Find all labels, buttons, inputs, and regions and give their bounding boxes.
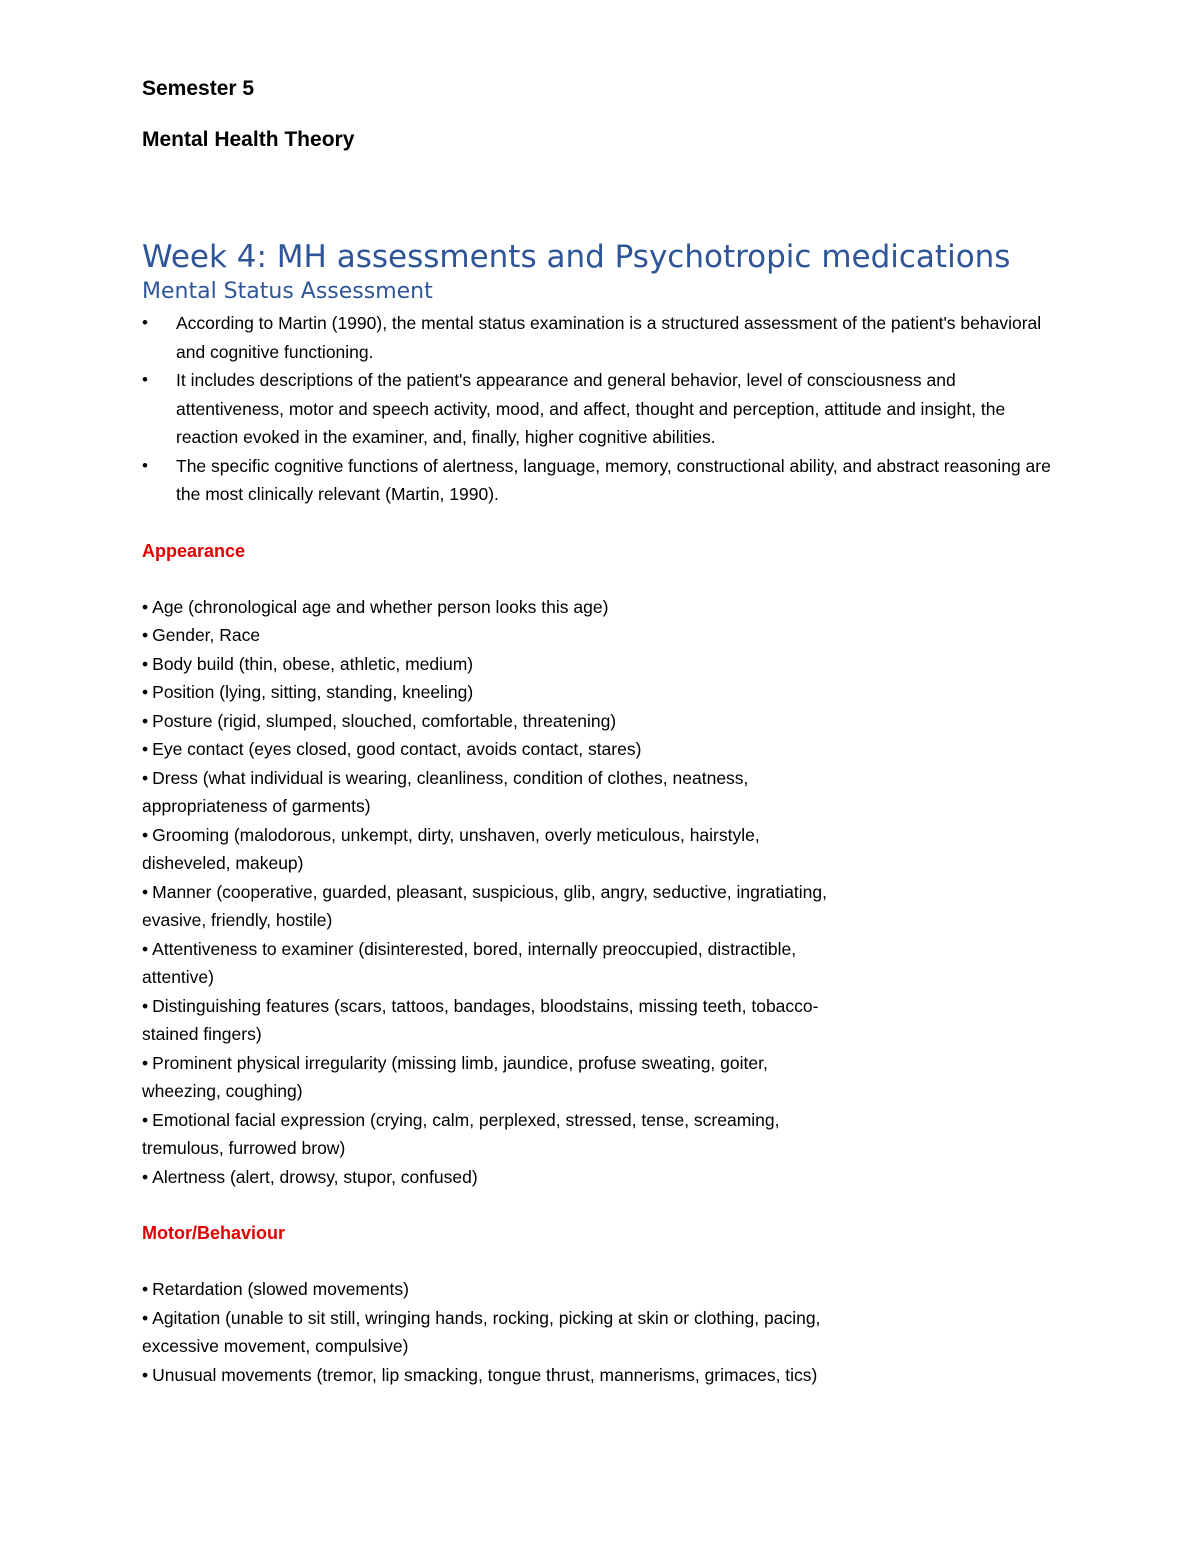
list-item-text: Eye contact (eyes closed, good contact, avoids contact, stares) [152,739,642,759]
list-item-text: Attentiveness to examiner (disinterested, bored, internally preoccupied, distractible, [152,938,797,959]
list-item-text: disheveled, makeup) [142,853,304,873]
list-item [142,621,1060,650]
list-item [142,1163,1060,1192]
list-item [142,678,1060,707]
list-item [142,821,1060,878]
list-item [142,1106,1060,1163]
bullet-dot-icon: • [142,596,149,617]
list-item-text: Gender, Race [152,625,261,645]
bullet-dot-icon: • [142,938,149,959]
list-item [142,1304,1060,1361]
list-item-text: wheezing, coughing) [142,1081,303,1101]
intro-bullet-text: According to Martin (1990), the mental status examination is a structured assessment of the patient's behavioral and cognitive functioning. [176,313,1042,362]
intro-bullet-item [142,309,1060,366]
list-item [142,735,1060,764]
bullet-dot-icon: • [142,1307,149,1328]
list-item-text: excessive movement, compulsive) [142,1336,409,1356]
list-item-text: Distinguishing features (scars, tattoos, bandages, bloodstains, missing teeth, tobacco- [152,995,819,1016]
section-title: Mental Status Assessment [142,279,433,304]
list-item-text: Agitation (unable to sit still, wringing hands, rocking, picking at skin or clothing, pacing, [152,1307,821,1328]
bullet-dot-icon: • [142,881,149,902]
list-item-text: attentive) [142,967,214,987]
bullet-dot-icon: • [142,370,148,389]
appearance-list [142,593,1060,1192]
list-item-text: Grooming (malodorous, unkempt, dirty, unshaven, overly meticulous, hairstyle, [152,824,760,845]
bullet-dot-icon: • [142,995,149,1016]
appearance-heading: Appearance [142,540,246,561]
list-item [142,593,1060,622]
list-item-text: Alertness (alert, drowsy, stupor, confused) [152,1166,478,1187]
list-item-text: Posture (rigid, slumped, slouched, comfortable, threatening) [152,710,617,731]
list-item-text: Position (lying, sitting, standing, kneeling) [152,682,474,702]
course-title: Mental Health Theory [142,128,355,151]
list-item [142,1049,1060,1106]
intro-bullet-item [142,366,1060,452]
bullet-dot-icon: • [142,455,148,475]
intro-bullet-text: The specific cognitive functions of alertness, language, memory, constructional ability, and abstract reasoning are the most clinically relevant (Martin, 1990). [176,455,1051,504]
list-item [142,1275,1060,1304]
bullet-dot-icon: • [142,653,149,674]
bullet-dot-icon: • [142,824,149,845]
list-item-text: Unusual movements (tremor, lip smacking, tongue thrust, mannerisms, grimaces, tics) [152,1364,818,1385]
intro-bullet-text: It includes descriptions of the patient's appearance and general behavior, level of consciousness and attentiveness, motor and speech activity, mood, and affect, thought and perception, attitude and insight, the reaction evoked in the examiner, and, finally, higher cognitive abilities. [176,370,1006,447]
list-item-text: tremulous, furrowed brow) [142,1138,346,1158]
bullet-dot-icon: • [142,1279,149,1299]
bullet-dot-icon: • [142,1364,149,1385]
list-item-text: Emotional facial expression (crying, calm, perplexed, stressed, tense, screaming, [152,1109,780,1130]
bullet-dot-icon: • [142,767,149,788]
list-item [142,1361,1060,1390]
list-item-text: Age (chronological age and whether person looks this age) [152,596,609,617]
list-item [142,992,1060,1049]
bullet-dot-icon: • [142,739,149,759]
list-item-text: evasive, friendly, hostile) [142,910,333,930]
semester-label: Semester 5 [142,77,255,100]
list-item-text: Manner (cooperative, guarded, pleasant, suspicious, glib, angry, seductive, ingratiating, [152,881,827,902]
bullet-dot-icon: • [142,682,149,702]
bullet-dot-icon: • [142,1052,149,1073]
bullet-dot-icon: • [142,1166,149,1187]
list-item [142,650,1060,679]
list-item-text: stained fingers) [142,1024,262,1044]
list-item-text: Prominent physical irregularity (missing limb, jaundice, profuse sweating, goiter, [152,1052,768,1073]
bullet-dot-icon: • [142,1109,149,1130]
list-item-text: appropriateness of garments) [142,796,371,816]
list-item-text: Dress (what individual is wearing, cleanliness, condition of clothes, neatness, [152,767,749,788]
bullet-dot-icon: • [142,313,148,332]
bullet-dot-icon: • [142,625,149,645]
list-item-text: Retardation (slowed movements) [152,1279,409,1299]
motor-behaviour-heading: Motor/Behaviour [142,1223,286,1243]
week-title: Week 4: MH assessments and Psychotropic medications [142,239,1011,275]
motor-behaviour-list [142,1275,1060,1389]
intro-bullet-item [142,452,1060,509]
list-item [142,878,1060,935]
list-item-text: Body build (thin, obese, athletic, medium) [152,653,474,674]
list-item [142,764,1060,821]
bullet-dot-icon: • [142,710,149,731]
intro-bullet-list [142,309,1060,509]
list-item [142,707,1060,736]
list-item [142,935,1060,992]
